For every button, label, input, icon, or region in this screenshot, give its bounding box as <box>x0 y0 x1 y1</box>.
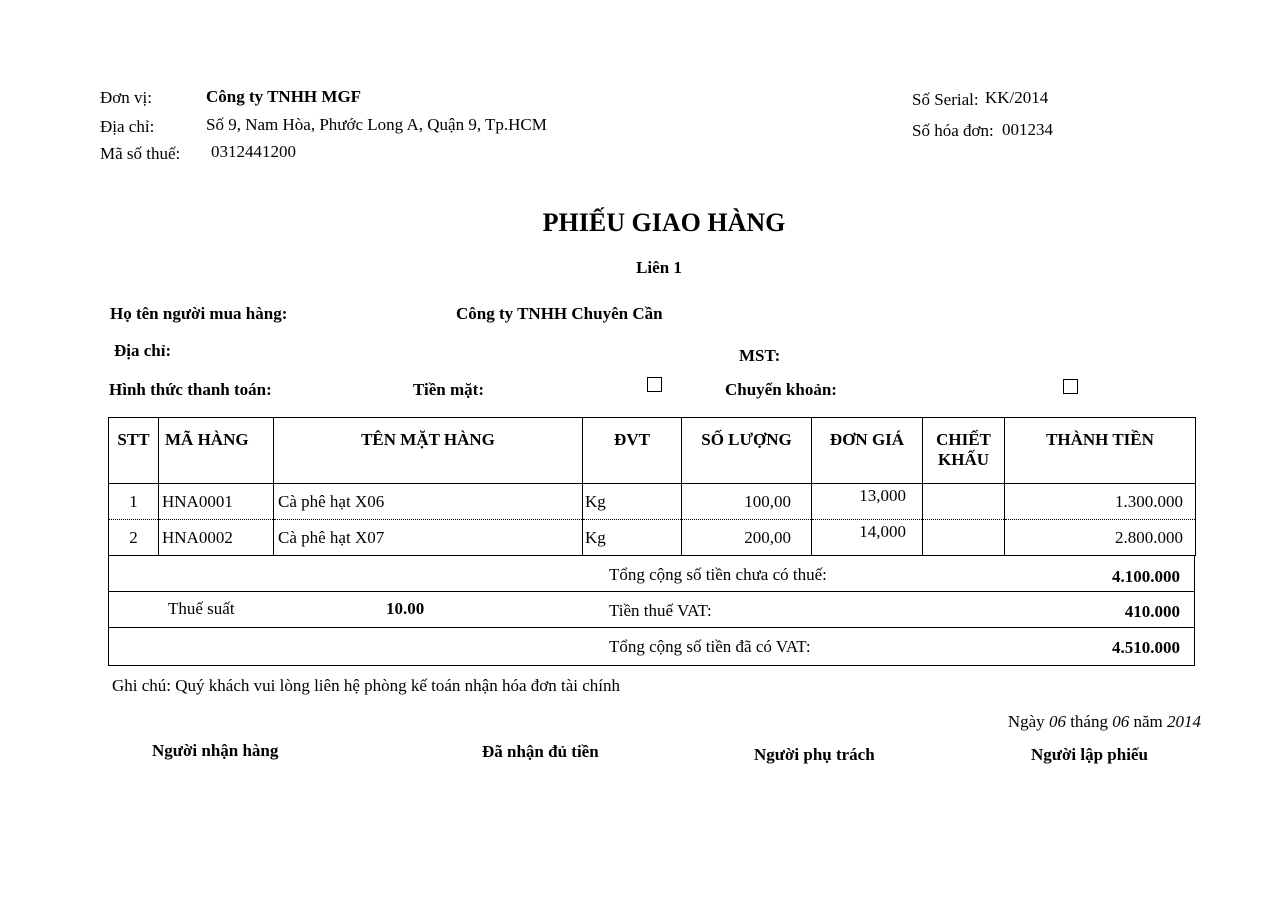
date-line <box>1008 713 1201 730</box>
date-month-prefix: tháng <box>1070 712 1108 731</box>
seller-tax-label: Mã số thuế: <box>100 144 181 163</box>
date-day-prefix: Ngày <box>1007 712 1045 731</box>
payment-method-label: Hình thức thanh toán: <box>109 380 272 399</box>
grand-total-label: Tổng cộng số tiền đã có VAT: <box>609 637 811 656</box>
seller-address-value: Số 9, Nam Hòa, Phước Long A, Quận 9, Tp.HCM <box>206 115 547 134</box>
date-year: 2014 <box>1167 712 1201 731</box>
date-year-prefix: năm <box>1133 712 1163 731</box>
cell-stt: 2 <box>109 520 159 556</box>
header-unit: ĐVT <box>583 418 682 484</box>
tax-rate-value: 10.00 <box>386 599 425 618</box>
buyer-name-value: Công ty TNHH Chuyên Cần <box>456 304 663 323</box>
cell-amount: 1.300.000 <box>1005 484 1196 520</box>
buyer-address-label: Địa chỉ: <box>114 341 172 360</box>
totals-divider <box>109 591 1194 592</box>
signature-receiver: Người nhận hàng <box>152 741 279 760</box>
cell-name: Cà phê hạt X07 <box>274 520 583 556</box>
cell-quantity: 100,00 <box>682 484 812 520</box>
transfer-label: Chuyển khoản: <box>725 380 837 399</box>
cell-name: Cà phê hạt X06 <box>274 484 583 520</box>
serial-value: KK/2014 <box>985 88 1049 107</box>
page-subtitle: Liên 1 <box>636 258 682 277</box>
date-day: 06 <box>1048 712 1066 731</box>
header-quantity: SỐ LƯỢNG <box>682 418 812 484</box>
grand-total-value: 4.510.000 <box>1112 638 1180 657</box>
cell-unit: Kg <box>583 520 682 556</box>
vat-label: Tiền thuế VAT: <box>609 601 712 620</box>
totals-divider <box>109 627 1194 628</box>
seller-unit-value: Công ty TNHH MGF <box>206 87 362 106</box>
serial-label: Số Serial: <box>912 90 979 109</box>
cash-label: Tiền mặt: <box>413 380 484 399</box>
buyer-name-label: Họ tên người mua hàng: <box>110 304 288 323</box>
invoice-number-label: Số hóa đơn: <box>912 121 994 140</box>
cell-price: 13,000 <box>812 484 923 520</box>
signature-paid: Đã nhận đủ tiền <box>482 742 599 761</box>
header-stt: STT <box>109 418 159 484</box>
cell-stt: 1 <box>109 484 159 520</box>
cell-quantity: 200,00 <box>682 520 812 556</box>
note-text: Ghi chú: Quý khách vui lòng liên hệ phòng kế toán nhận hóa đơn tài chính <box>112 676 621 695</box>
cell-code: HNA0001 <box>159 484 274 520</box>
seller-unit-label: Đơn vị: <box>100 88 152 107</box>
invoice-number-value: 001234 <box>1002 120 1053 139</box>
cell-discount <box>923 520 1005 556</box>
table-row <box>109 520 1196 556</box>
vat-value: 410.000 <box>1124 602 1180 621</box>
header-price: ĐƠN GIÁ <box>812 418 923 484</box>
date-month: 06 <box>1112 712 1130 731</box>
header-discount: CHIẾT KHẤU <box>923 418 1005 484</box>
subtotal-label: Tổng cộng số tiền chưa có thuế: <box>609 565 827 584</box>
cell-amount: 2.800.000 <box>1005 520 1196 556</box>
page-title: PHIẾU GIAO HÀNG <box>542 208 786 237</box>
subtotal-value: 4.100.000 <box>1112 567 1180 586</box>
table-header-row <box>109 418 1196 484</box>
seller-address-label: Địa chỉ: <box>100 117 155 136</box>
seller-tax-value: 0312441200 <box>211 142 296 161</box>
header-name: TÊN MẶT HÀNG <box>274 418 583 484</box>
cell-discount <box>923 484 1005 520</box>
header-amount: THÀNH TIỀN <box>1005 418 1196 484</box>
buyer-mst-label: MST: <box>739 346 781 365</box>
tax-rate-label: Thuế suất <box>168 599 235 618</box>
cell-code: HNA0002 <box>159 520 274 556</box>
signature-supervisor: Người phụ trách <box>754 745 875 764</box>
cell-price: 14,000 <box>812 520 923 556</box>
signature-preparer: Người lập phiếu <box>1031 745 1148 764</box>
transfer-checkbox[interactable] <box>1063 379 1078 394</box>
header-code: MÃ HÀNG <box>159 418 274 484</box>
items-table <box>108 417 1196 556</box>
cell-unit: Kg <box>583 484 682 520</box>
table-row <box>109 484 1196 520</box>
cash-checkbox[interactable] <box>647 377 662 392</box>
